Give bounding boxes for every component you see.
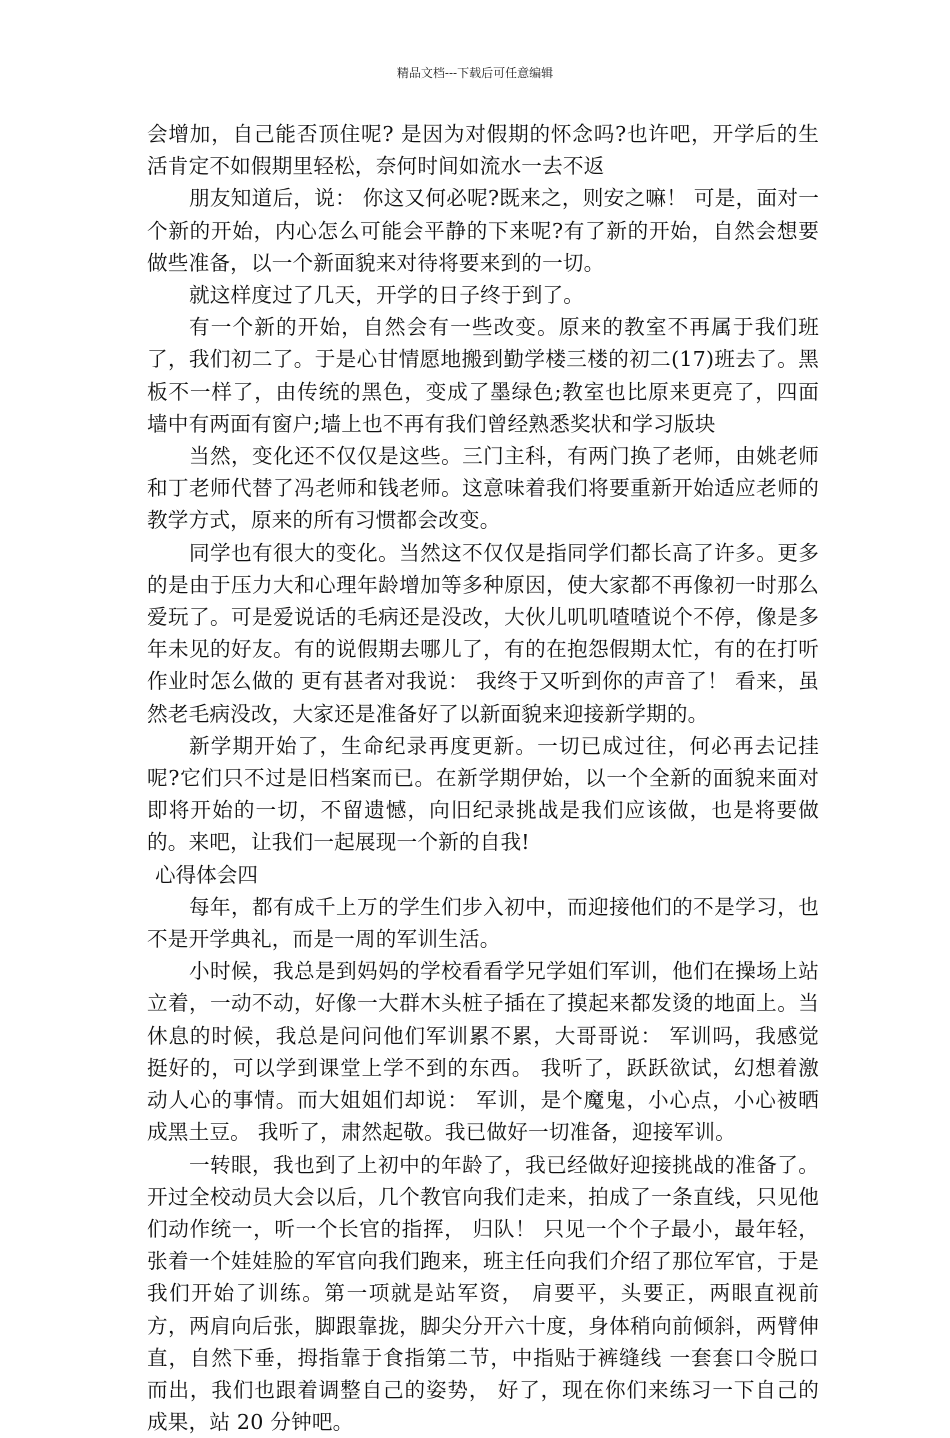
paragraph: 每年，都有成千上万的学生们步入初中，而迎接他们的不是学习，也不是开学典礼，而是一周的军训生活。 [147, 891, 819, 955]
document-body [147, 118, 819, 1438]
paragraph: 就这样度过了几天，开学的日子终于到了。 [147, 279, 819, 311]
paragraph: 同学也有很大的变化。当然这不仅仅是指同学们都长高了许多。更多的是由于压力大和心理年龄增加等多种原因，使大家都不再像初一时那么爱玩了。可是爱说话的毛病还是没改，大伙儿叽叽喳喳说个不停，像是多年未见的好友。有的说假期去哪儿了，有的在抱怨假期太忙，有的在打听作业时怎么做的 更有甚者对我说： 我终于又听到你的声音了！ 看来，虽然老毛病没改，大家还是准备好了以新面貌来迎接新学期的。 [147, 537, 819, 730]
page-header: 精品文档---下载后可任意编辑 [0, 64, 950, 81]
section-heading: 心得体会四 [147, 859, 819, 891]
paragraph: 当然，变化还不仅仅是这些。三门主科，有两门换了老师，由姚老师和丁老师代替了冯老师和钱老师。这意味着我们将要重新开始适应老师的教学方式，原来的所有习惯都会改变。 [147, 440, 819, 537]
paragraph-continuation: 会增加，自己能否顶住呢? 是因为对假期的怀念吗?也许吧，开学后的生活肯定不如假期里轻松，奈何时间如流水一去不返 [147, 118, 819, 182]
paragraph: 小时候，我总是到妈妈的学校看看学兄学姐们军训，他们在操场上站立着，一动不动，好像一大群木头桩子插在了摸起来都发烫的地面上。当休息的时候，我总是问问他们军训累不累，大哥哥说： 军训吗，我感觉挺好的，可以学到课堂上学不到的东西。 我听了，跃跃欲试，幻想着激动人心的事情。而大姐姐们却说： 军训，是个魔鬼，小心点，小心被晒成黑土豆。 我听了，肃然起敬。我已做好一切准备，迎接军训。 [147, 955, 819, 1148]
paragraph: 新学期开始了，生命纪录再度更新。一切已成过往，何必再去记挂呢?它们只不过是旧档案而已。在新学期伊始，以一个全新的面貌来面对即将开始的一切，不留遗憾，向旧纪录挑战是我们应该做，也是将要做的。来吧，让我们一起展现一个新的自我! [147, 730, 819, 859]
paragraph: 朋友知道后，说： 你这又何必呢?既来之，则安之嘛！ 可是，面对一个新的开始，内心怎么可能会平静的下来呢?有了新的开始，自然会想要做些准备，以一个新面貌来对待将要来到的一切。 [147, 182, 819, 279]
paragraph: 有一个新的开始，自然会有一些改变。原来的教室不再属于我们班了，我们初二了。于是心甘情愿地搬到勤学楼三楼的初二(17)班去了。黑板不一样了，由传统的黑色，变成了墨绿色;教室也比原来更亮了，四面墙中有两面有窗户;墙上也不再有我们曾经熟悉奖状和学习版块 [147, 311, 819, 440]
paragraph: 一转眼，我也到了上初中的年龄了，我已经做好迎接挑战的准备了。开过全校动员大会以后，几个教官向我们走来，拍成了一条直线，只见他们动作统一，听一个长官的指挥， 归队！ 只见一个个子最小，最年轻，张着一个娃娃脸的军官向我们跑来，班主任向我们介绍了那位军官，于是我们开始了训练。第一项就是站军资， 肩要平，头要正，两眼直视前方，两肩向后张，脚跟靠拢，脚尖分开六十度，身体稍向前倾斜，两臂伸直，自然下垂，拇指靠于食指第二节，中指贴于裤缝线 一套套口令脱口而出，我们也跟着调整自己的姿势， 好了，现在你们来练习一下自己的成果，站 20 分钟吧。 [147, 1149, 819, 1438]
